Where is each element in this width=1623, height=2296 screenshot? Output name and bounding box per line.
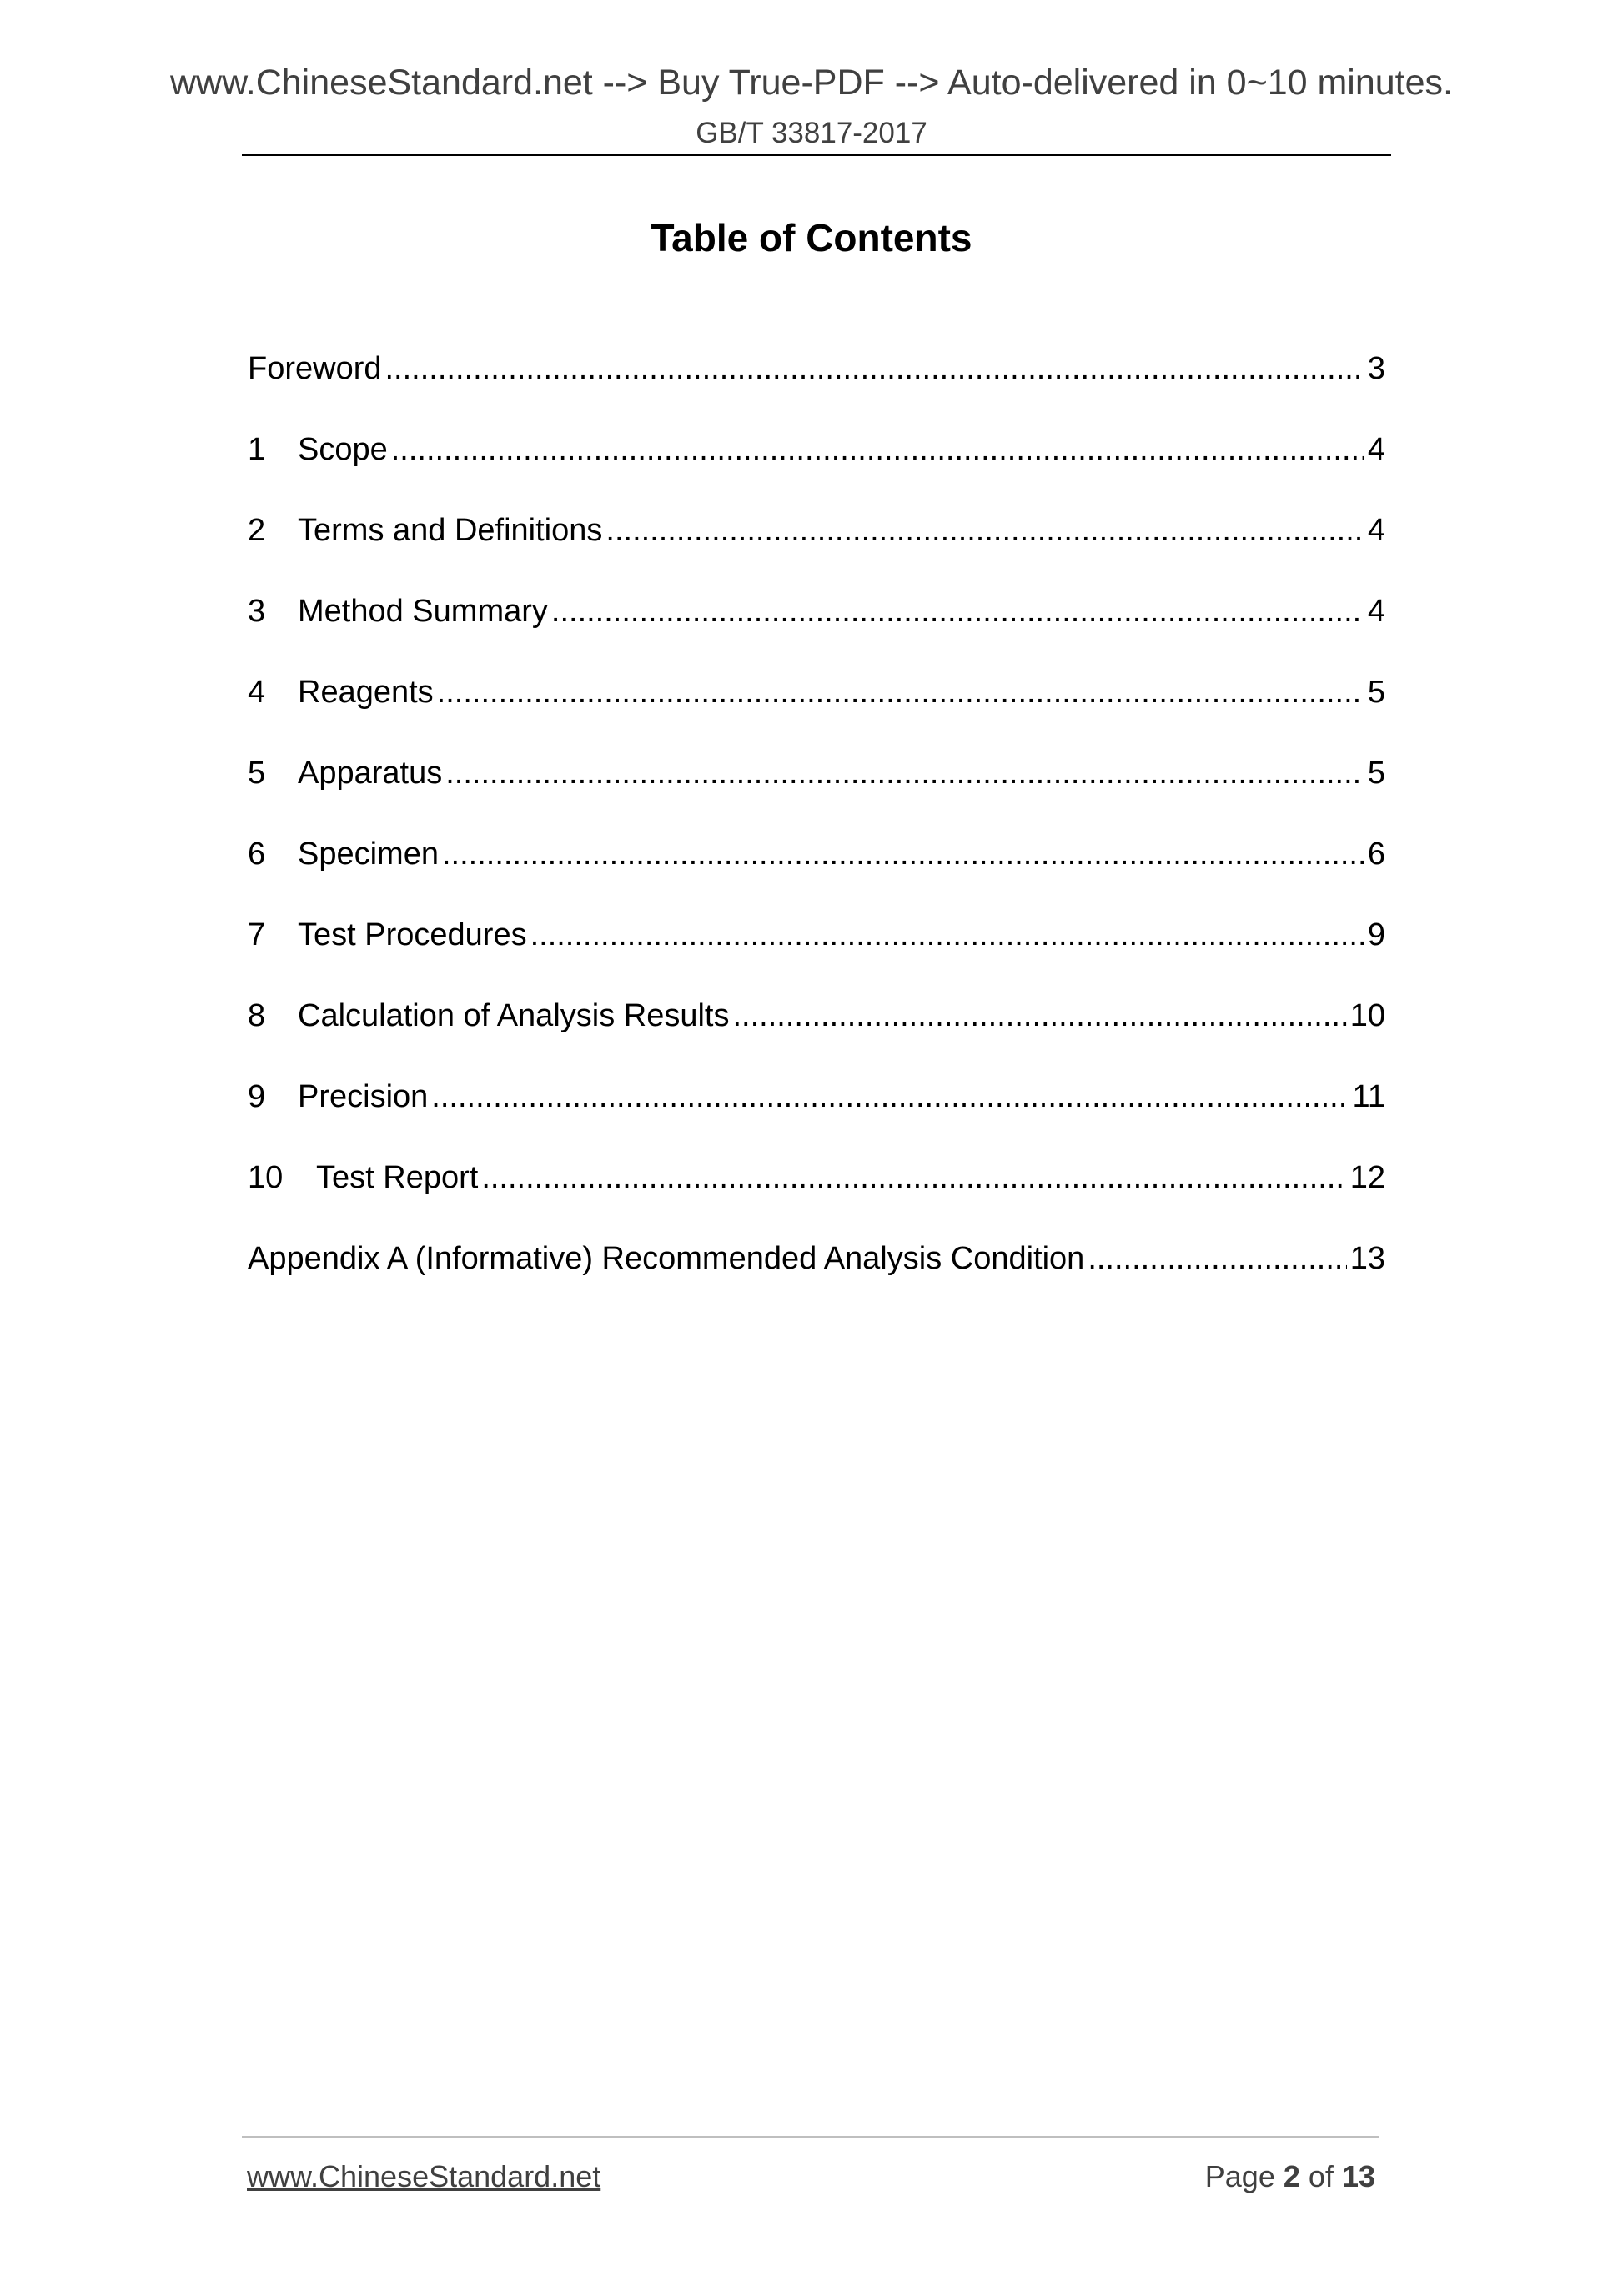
dot-leader [481,1161,1346,1196]
of-word: of [1308,2159,1334,2193]
toc-entry-label: Appendix A (Informative) Recommended Analysis Condition [248,1241,1085,1276]
toc-entry-apparatus[interactable] [248,756,1385,837]
toc-entry-label: Terms and Definitions [298,513,603,548]
toc-entry-specimen[interactable] [248,837,1385,918]
toc-entry-number: 4 [248,675,266,710]
dot-leader [445,756,1364,791]
dot-leader [530,918,1364,953]
toc-entry-page: 4 [1367,513,1385,548]
toc-entry-label: Foreword [248,351,382,386]
toc-entry-scope[interactable] [248,433,1385,514]
standard-code: GB/T 33817-2017 [696,117,927,149]
toc-entry-method-summary[interactable] [248,595,1385,676]
toc-entry-label: Calculation of Analysis Results [298,998,730,1033]
footer-site-link[interactable]: www.ChineseStandard.net [247,2159,601,2193]
toc-entry-page: 5 [1367,675,1385,710]
toc-entry-label: Test Procedures [298,917,527,952]
dot-leader [385,352,1364,387]
toc-entry-label: Precision [298,1079,429,1114]
toc-entry-test-procedures[interactable] [248,918,1385,999]
header-divider [242,154,1391,156]
toc-entry-calculation[interactable] [248,999,1385,1080]
toc-entry-appendix-a[interactable] [248,1242,1385,1323]
footer-divider [242,2136,1379,2138]
toc-entry-page: 6 [1367,837,1385,872]
toc-entry-label: Reagents [298,675,434,710]
toc-entry-label: Method Summary [298,594,548,629]
toc-entry-number: 10 [248,1160,284,1195]
toc-entry-page: 9 [1367,917,1385,952]
dot-leader [442,837,1364,872]
toc-entry-page: 10 [1349,998,1385,1033]
current-page-number: 2 [1283,2159,1300,2193]
page-word: Page [1204,2159,1275,2193]
toc-entry-label: Specimen [298,837,439,872]
toc-entry-label: Scope [298,432,388,467]
total-pages-number: 13 [1341,2159,1375,2193]
toc-entry-terms-and-definitions[interactable] [248,514,1385,595]
dot-leader [1088,1242,1346,1277]
toc-entry-number: 3 [248,594,266,629]
toc-entry-page: 4 [1367,594,1385,629]
table-of-contents [248,352,1385,1323]
toc-entry-number: 5 [248,756,266,791]
toc-entry-reagents[interactable] [248,676,1385,756]
toc-entry-foreword[interactable] [248,352,1385,433]
toc-entry-label: Apparatus [298,756,443,791]
page-title: Table of Contents [651,216,972,259]
toc-entry-number: 9 [248,1079,266,1114]
toc-entry-page: 3 [1367,351,1385,386]
toc-entry-number: 6 [248,837,266,872]
toc-entry-precision[interactable] [248,1080,1385,1161]
dot-leader [437,676,1364,711]
dot-leader [605,514,1364,549]
toc-entry-page: 13 [1349,1241,1385,1276]
header-banner: www.ChineseStandard.net --> Buy True-PDF --> Auto-delivered in 0~10 minutes. [169,63,1453,103]
dot-leader [431,1080,1349,1115]
toc-entry-label: Test Report [316,1160,479,1195]
toc-entry-page: 11 [1352,1079,1385,1114]
toc-entry-page: 12 [1349,1160,1385,1195]
toc-entry-number: 7 [248,917,266,952]
dot-leader [551,595,1364,630]
toc-entry-page: 4 [1367,432,1385,467]
page-indicator [1204,2159,1375,2193]
toc-entry-test-report[interactable] [248,1161,1385,1242]
dot-leader [391,433,1364,468]
toc-entry-number: 1 [248,432,266,467]
toc-entry-page: 5 [1367,756,1385,791]
toc-entry-number: 2 [248,513,266,548]
dot-leader [732,999,1346,1034]
toc-entry-number: 8 [248,998,266,1033]
